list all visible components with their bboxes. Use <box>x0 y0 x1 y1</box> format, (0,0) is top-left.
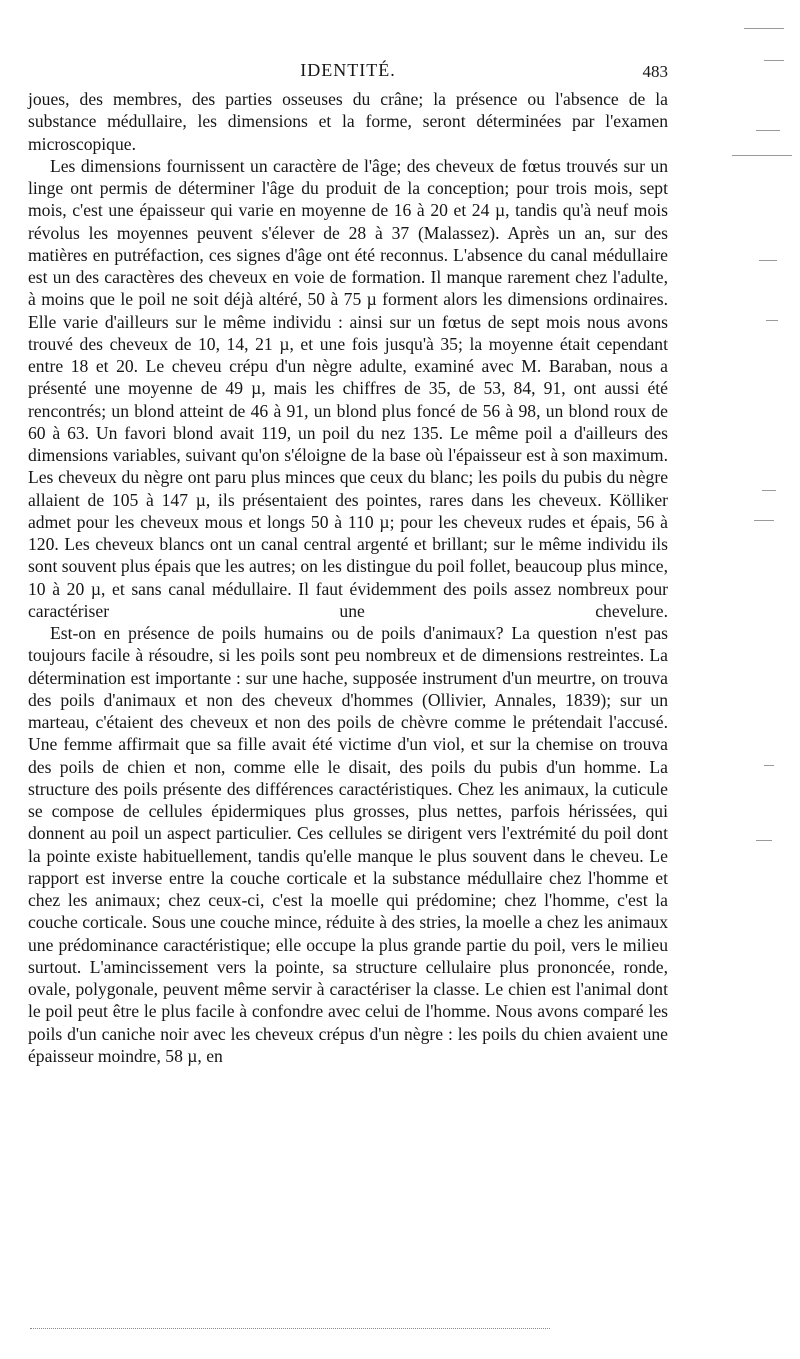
paragraph-dimensions: Les dimensions fournissent un caractère de l'âge; des cheveux de fœtus trouvés sur un linge ont permis de déterminer l'âge du produit de la conception; pour trois mois, sept mois, c'est une épaisseur qui varie en moyenne de 16 à 20 et 24 µ, tandis qu'à neuf mois révolus les moyennes peuvent s'élever de 28 à 37 (Malassez). Après un an, sur des matières en putréfaction, ces signes d'âge ont été reconnus. L'absence du canal médullaire est un des caractères des cheveux en voie de formation. Il manque rarement chez l'adulte, à moins que le poil ne soit déjà altéré, 50 à 75 µ forment alors les dimensions ordinaires. Elle varie d'ailleurs sur le même individu : ainsi sur un fœtus de sept mois nous avons trouvé des cheveux de 10, 14, 21 µ, et une fois jusqu'à 35; la moyenne était cependant entre 18 et 20. Le cheveu crépu d'un nègre adulte, examiné avec M. Baraban, nous a présenté une moyenne de 49 µ, mais les chiffres de 35, de 53, 84, 91, ont aussi été rencontrés; un blond atteint de 46 à 91, un blond plus foncé de 56 à 98, un blond roux de 60 à 63. Un favori blond avait 119, un poil du nez 135. Le même poil a d'ailleurs des dimensions variables, suivant qu'on s'éloigne de la base où l'épaisseur est à son maximum. Les cheveux du nègre ont paru plus minces que ceux du blanc; les poils du pubis du nègre allaient de 105 à 147 µ, ils présentaient des pointes, rares dans les cheveux. Kölliker admet pour les cheveux mous et longs 50 à 110 µ; pour les cheveux rudes et épais, 56 à 120. Les cheveux blancs ont un canal central argenté et brillant; sur le même individu ils sont souvent plus épais que les autres; on les distingue du poil follet, beaucoup plus mince, 10 à 20 µ, et sans canal médullaire. Il faut évidemment des poils assez nombreux pour caractériser une chevelure. <box>28 155 668 621</box>
scan-margin-noise <box>704 20 794 1320</box>
page-number: 483 <box>642 62 668 81</box>
running-title: IDENTITÉ. <box>300 60 396 80</box>
paragraph-human-vs-animal: Est-on en présence de poils humains ou de poils d'animaux? La question n'est pas toujours facile à résoudre, si les poils sont peu nombreux et de dimensions restreintes. La détermination est importante : sur une hache, supposée instrument d'un meurtre, on trouva des poils d'animaux et non des cheveux d'hommes (Ollivier, Annales, 1839); sur un marteau, c'étaient des cheveux et non des poils de chèvre comme le prétendait l'accusé. Une femme affirmait que sa fille avait été victime d'un viol, et sur la chemise on trouva des poils de chien et non, comme elle le disait, des poils du pubis d'un homme. La structure des poils présente des différences caractéristiques. Chez les animaux, la cuticule se compose de cellules épidermiques plus grosses, plus nettes, parfois hérissées, qui donnent au poil un aspect particulier. Ces cellules se dirigent vers l'extrémité du poil dont la pointe existe habituellement, tandis qu'elle manque le plus souvent dans le cheveu. Le rapport est inverse entre la couche corticale et la substance médullaire chez l'homme et chez les animaux; chez ceux-ci, c'est la moelle qui prédomine; chez l'homme, c'est la couche corticale. Sous une couche mince, réduite à des stries, la moelle a chez les animaux une prédominance caractéristique; elle occupe la plus grande partie du poil, vers le milieu surtout. L'amincissement vers la pointe, sa structure cellulaire plus prononcée, ronde, ovale, polygonale, peuvent même servir à caractériser la classe. Le chien est l'animal dont le poil peut être le plus facile à confondre avec celui de l'homme. Nous avons comparé les poils d'un caniche noir avec les cheveux crépus d'un nègre : les poils du chien avaient une épaisseur moindre, 58 µ, en <box>28 623 668 1066</box>
paragraph-continuation: joues, des membres, des parties osseuses du crâne; la présence ou l'absence de la substance médullaire, les dimensions et la forme, seront déterminées par l'examen microscopique. <box>28 89 668 154</box>
scan-bottom-dotted-line <box>30 1328 550 1329</box>
running-head <box>28 60 668 86</box>
body-text <box>28 88 668 1067</box>
